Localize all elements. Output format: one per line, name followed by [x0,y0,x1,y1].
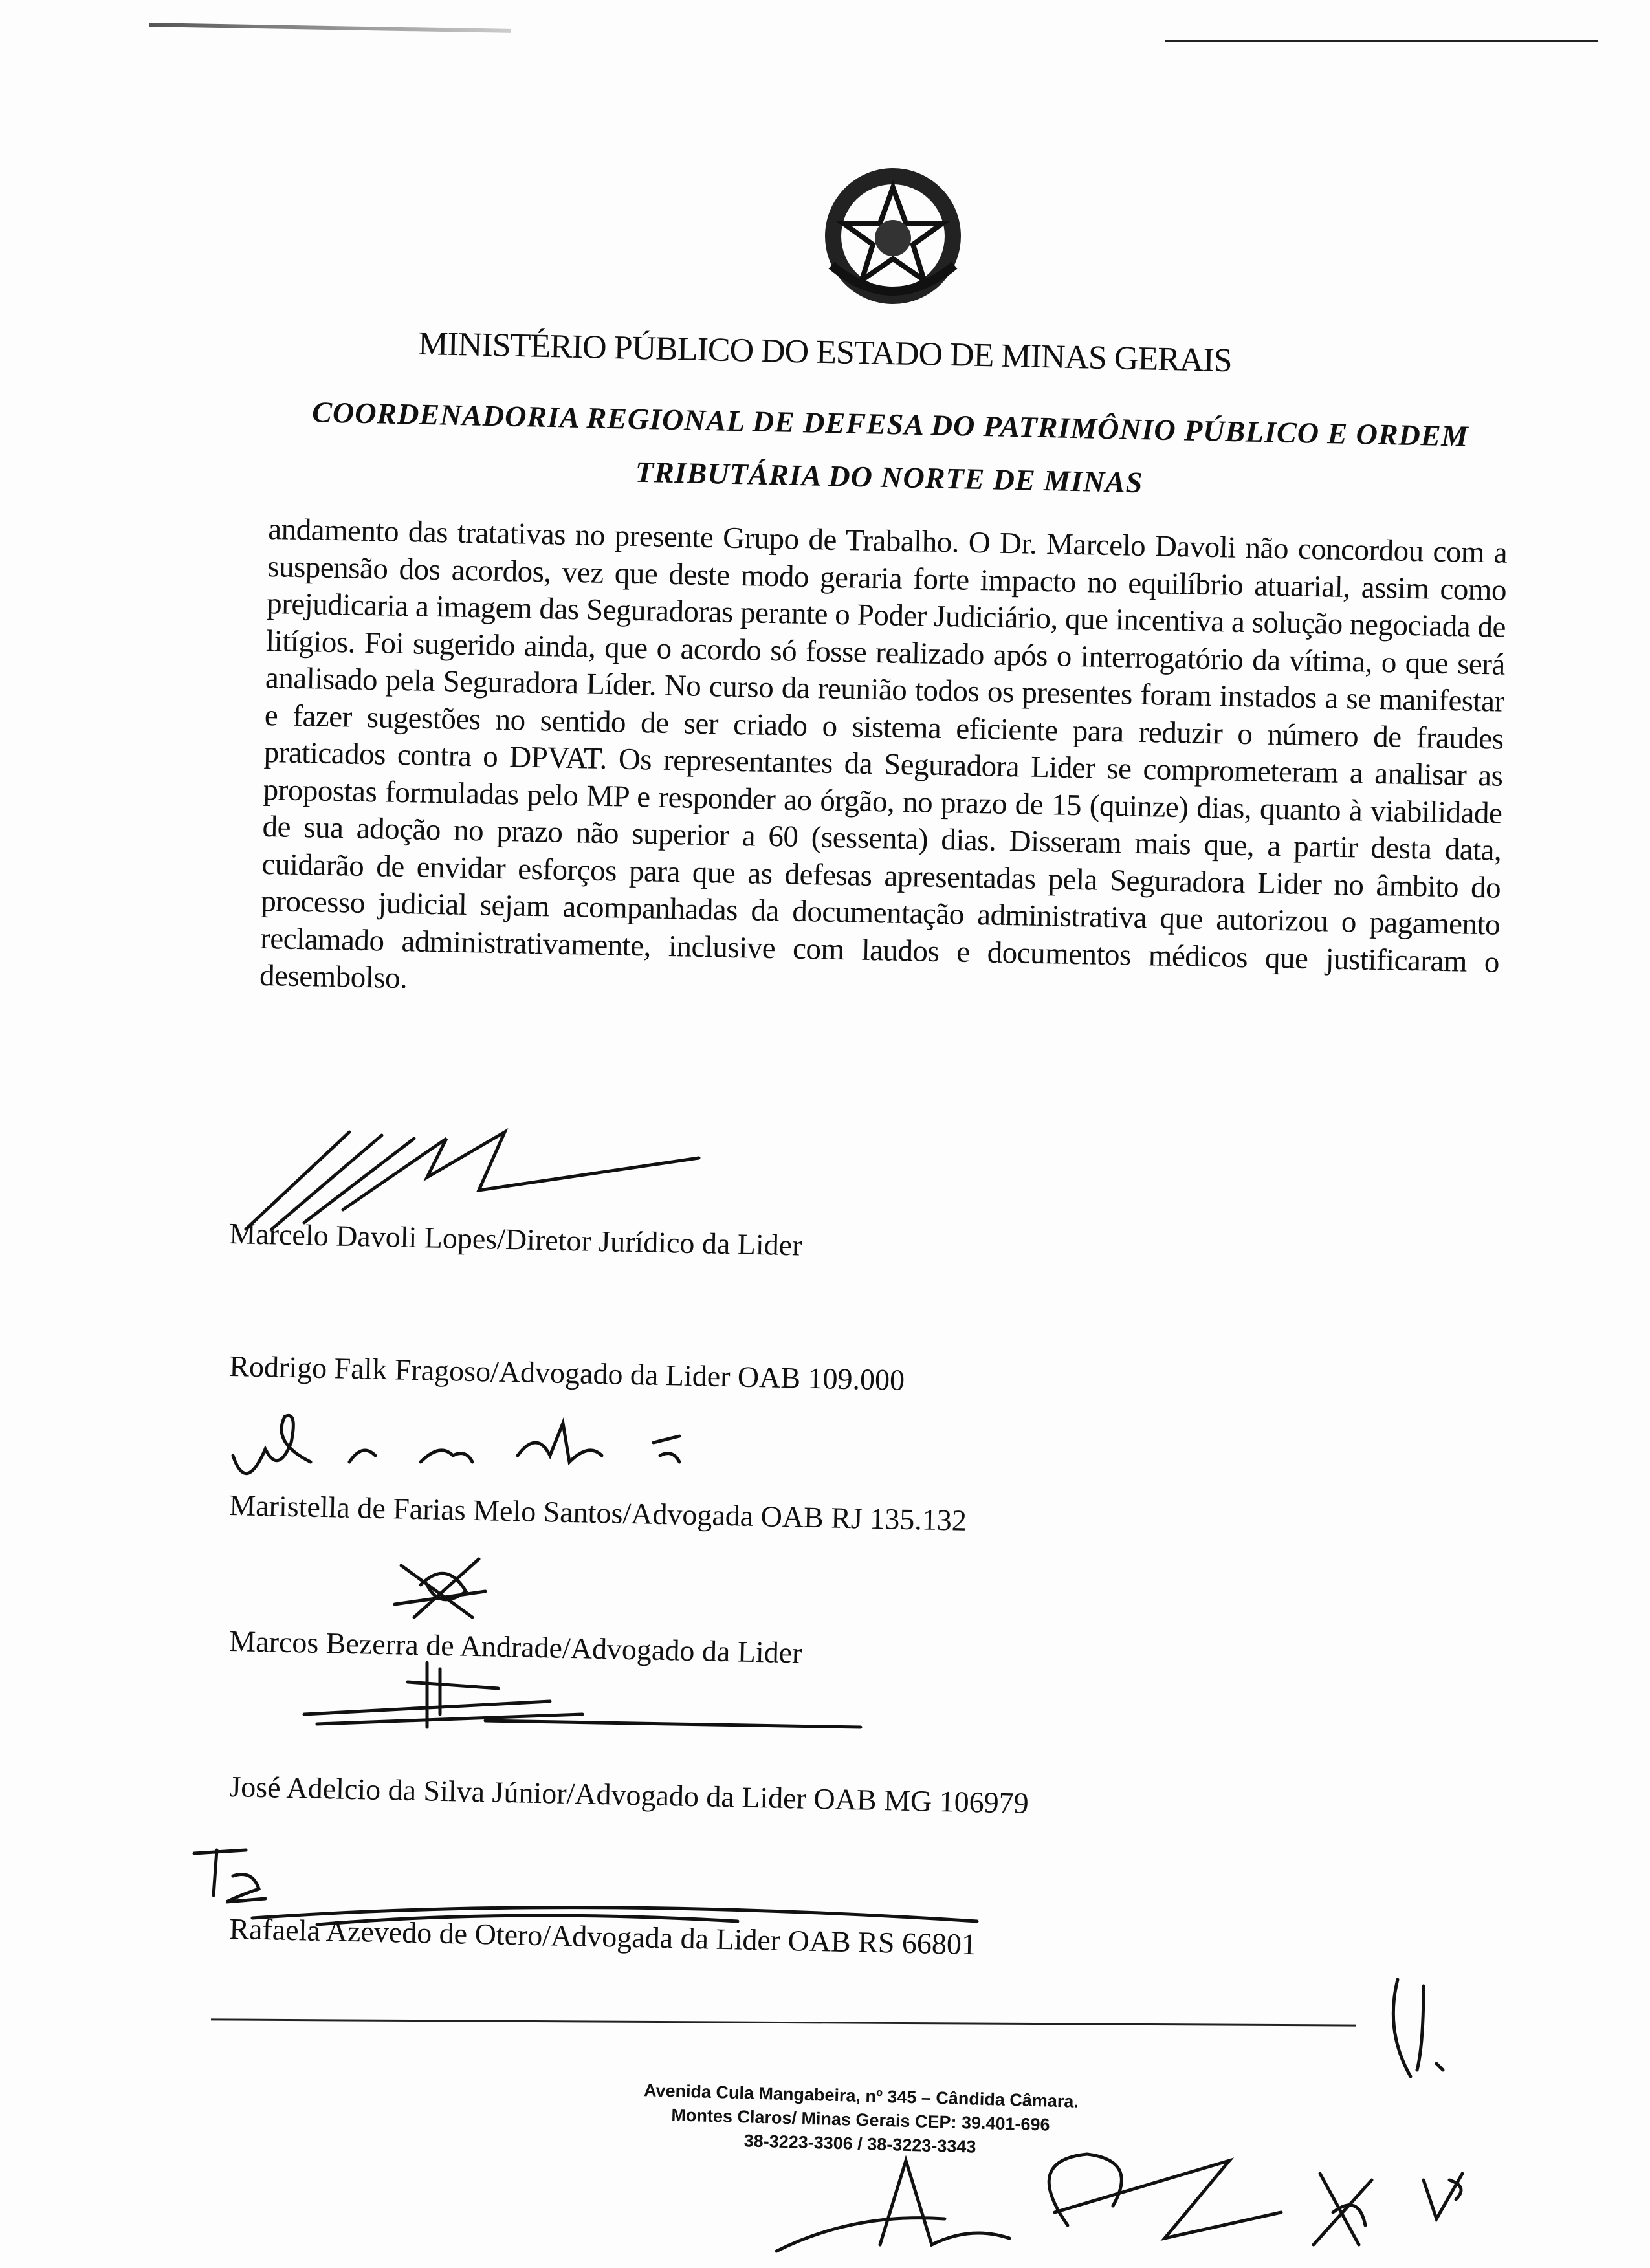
subtitle-line-1: COORDENADORIA REGIONAL DE DEFESA DO PATRIMÔNIO PÚBLICO E ORDEM [311,395,1469,453]
subtitle-line-2: TRIBUTÁRIA DO NORTE DE MINAS [635,455,1143,499]
address-line-2: Montes Claros/ Minas Gerais CEP: 39.401-696 [671,2105,1050,2135]
scan-smudge [149,23,511,33]
signature-marcos [382,1546,511,1637]
signatory-name: Rodrigo Falk Fragoso/Advogado da Lider OAB 109.000 [228,1349,905,1397]
signatory-name: Marcelo Davoli Lopes/Diretor Jurídico da Lider [228,1216,803,1262]
top-rule [1165,40,1598,42]
signatory-name: Rafaela Azevedo de Otero/Advogada da Lider OAB RS 66801 [228,1912,977,1961]
state-emblem-icon [806,162,980,311]
signatory-name: Maristella de Farias Melo Santos/Advogada OAB RJ 135.132 [228,1488,967,1537]
signatory-name: Marcos Bezerra de Andrade/Advogado da Lider [228,1624,802,1670]
body-paragraph: andamento das tratativas no presente Grupo de Trabalho. O Dr. Marcelo Davoli não concordou com a suspensão dos acordos, vez que deste modo geraria forte impacto no equilíbrio atuarial, assim como prejudicaria a imagem das Seguradoras perante o Poder Judiciário, que incentiva a solução negociada de litígios. Foi sugerido ainda, que o acordo só fosse realizado após o interrogatório da vítima, o que será analisado pela Seguradora Líder. No curso da reunião todos os presentes foram instados a se manifestar e fazer sugestões no sentido de ser criado o sistema eficiente para reduzir o número de fraudes praticados contra o DPVAT. Os representantes da Seguradora Lider se comprometeram a analisar as propostas formuladas pelo MP e responder ao órgão, no prazo de 15 (quinze) dias, quanto à viabilidade de sua adoção no prazo não superior a 60 (sessenta) dias. Disseram mais que, a partir desta data, cuidarão de envidar esforços para que as defesas apresentadas pela Seguradora Lider no âmbito do processo judicial sejam acompanhadas da documentação administrativa que autorizou o pagamento reclamado administrativamente, inclusive com laudos e documentos médicos que justificaram o desembolso. [259,512,1508,996]
phone-numbers: 38-3223-3306 / 38-3223-3343 [743,2131,976,2157]
institution-title: MINISTÉRIO PÚBLICO DO ESTADO DE MINAS GERAIS [417,325,1233,380]
signatory-name: José Adelcio da Silva Júnior/Advogado da Lider OAB MG 106979 [228,1769,1029,1820]
address-line-1: Avenida Cula Mangabeira, nº 345 – Cândida Câmara. [643,2080,1079,2111]
department-subtitle [245,384,1535,518]
signature-jose [291,1656,874,1734]
initials-marginal [776,1967,1553,2264]
